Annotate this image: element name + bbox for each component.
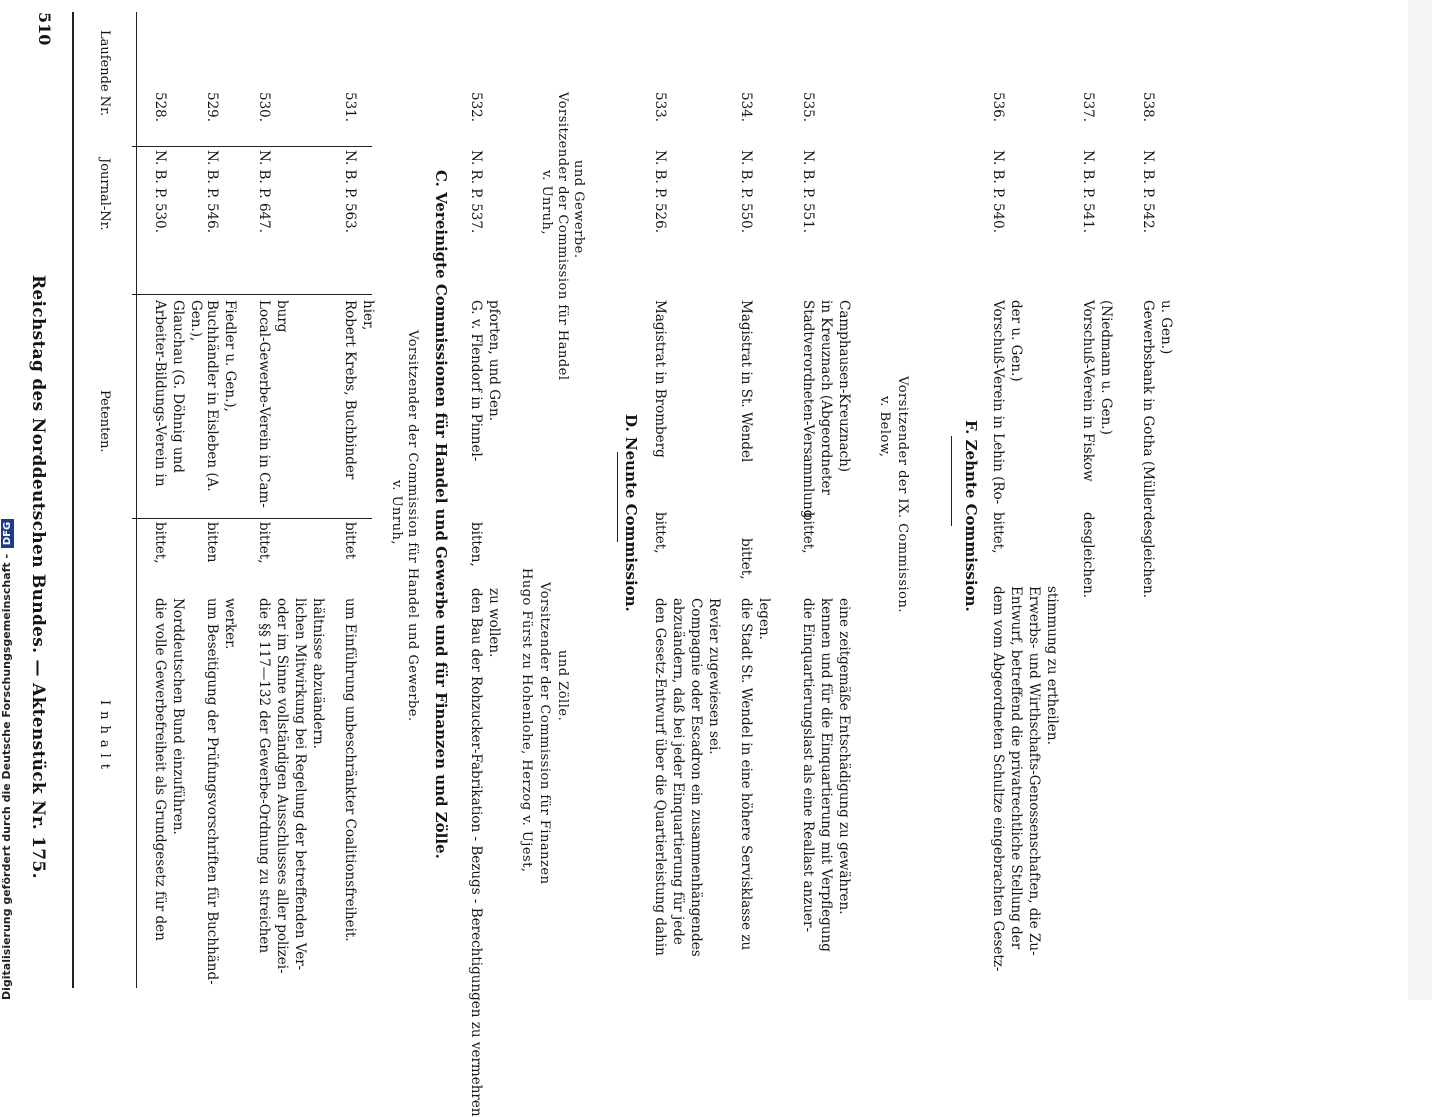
- row-number: 530.: [256, 92, 272, 123]
- content-line: abzuändern, daß bei jeder Einquartierung für jede: [670, 598, 686, 945]
- petent-line: der u. Gen.): [1008, 300, 1024, 382]
- content-line: den Gesetz-Entwurf über die Quartierleistung dahin: [652, 598, 668, 956]
- content-line: werker.: [222, 598, 238, 650]
- petition-verb: bitten: [204, 522, 220, 563]
- content-line: desgleichen.: [1140, 512, 1156, 599]
- content-line: desgleichen.: [1080, 512, 1096, 599]
- petition-verb: bitten,: [468, 522, 484, 567]
- content-line: Norddeutschen Bund einzuführen.: [170, 598, 186, 835]
- col-header-petenten: Petenten.: [97, 390, 112, 453]
- col-header-lfd: Laufende Nr.: [97, 30, 112, 117]
- content-line: den Bau der Rohzucker-Fabrikation - Bezugs - Berechtigungen zu vermehren: [468, 588, 484, 1117]
- section-heading: D. Neunte Commission.: [622, 414, 640, 612]
- petent-line: Camphausen-Kreuznach): [836, 300, 852, 473]
- footer-text: Digitalisierung gefördert durch die Deutsche Forschungsgemeinschaft -: [0, 553, 13, 1000]
- row-number: 536.: [990, 92, 1006, 123]
- row-number: 532.: [468, 92, 484, 123]
- petent-line: Gen.),: [188, 300, 204, 342]
- column-rule: [132, 146, 372, 147]
- petent-line: Vorschuß-Verein in Fiskow: [1080, 300, 1096, 482]
- page-title: Reichstag des Norddeutschen Bundes. — Aktenstück Nr. 175.: [28, 275, 48, 879]
- petent-line: in Kreuznach (Abgeordneter: [818, 300, 834, 495]
- col-header-inhalt: Inhalt: [97, 700, 112, 776]
- journal-number: N. B. P. 647.: [256, 150, 272, 234]
- petent-line: Buchhändler in Eisleben (A.: [204, 300, 220, 492]
- column-rule: [132, 518, 372, 519]
- row-number: 528.: [152, 92, 168, 123]
- content-line: die §§ 117—132 der Gewerbe-Ordnung zu streichen: [256, 598, 272, 954]
- content-line: zu wollen.: [486, 588, 502, 658]
- petent-line: Fiedler u. Gen.),: [222, 300, 238, 412]
- column-rule: [132, 294, 372, 295]
- section-heading: C. Vereinigte Commissionen für Handel und Gewerbe und für Finanzen und Zölle.: [432, 170, 450, 859]
- journal-number: N. B. P. 551.: [800, 150, 816, 234]
- petent-line: (Niedmann u. Gen.): [1098, 300, 1114, 435]
- content-line: stimmung zu ertheilen.: [1044, 586, 1060, 745]
- column-header-rule: [136, 12, 137, 988]
- content-line: oder im Sinne vollständigen Ausschlusses aller polizei-: [274, 598, 290, 974]
- signature-left: v. Unruh,: [539, 170, 554, 235]
- journal-number: N. B. P. 541.: [1080, 150, 1096, 234]
- journal-number: N. B. P. 530.: [152, 150, 168, 234]
- petent-line: pforten, und Gen.: [486, 300, 502, 421]
- journal-number: N. B. P. 542.: [1140, 150, 1156, 234]
- content-line: um Beseitigung der Prüfungsvorschriften für Buchhänd-: [204, 598, 220, 985]
- petent-line: Local-Gewerbe-Verein in Cam-: [256, 300, 272, 508]
- petition-verb: bittet,: [738, 538, 754, 580]
- row-number: 533.: [652, 92, 668, 123]
- petent-line: G. v. Flendorf in Pinnel-: [468, 300, 484, 462]
- petent-line: hier,: [360, 300, 376, 331]
- petent-line: burg: [274, 300, 290, 333]
- header-rule: [72, 12, 74, 988]
- petent-line: Magistrat in St. Wendel: [738, 300, 754, 463]
- journal-number: N. B. P. 550.: [738, 150, 754, 234]
- petent-line: Arbeiter-Bildungs-Verein in: [152, 300, 168, 487]
- petent-line: Glauchau (G. Döhnig und: [170, 300, 186, 473]
- row-number: 531.: [342, 92, 358, 123]
- signature-right: Vorsitzender der Commission für Finanzen: [537, 582, 552, 885]
- content-line: die Stadt St. Wendel in eine höhere Servisklasse zu: [738, 598, 754, 951]
- petition-verb: bittet,: [800, 512, 816, 554]
- row-number: 529.: [204, 92, 220, 123]
- content-line: Erwerbs- und Wirthschafts-Genossenschaften, die Zu-: [1026, 586, 1042, 956]
- petition-verb: bittet,: [152, 522, 168, 564]
- row-number: 537.: [1080, 92, 1096, 123]
- content-line: legen.: [756, 598, 772, 640]
- dfg-logo: DFG: [1, 519, 14, 548]
- row-number: 535.: [800, 92, 816, 123]
- petition-verb: bittet,: [990, 512, 1006, 554]
- petent-line: Stadtverordneten-Versammlung: [800, 300, 816, 519]
- section-heading: F. Zehnte Commission.: [962, 420, 980, 612]
- petent-line: Robert Krebs, Buchbinder: [342, 300, 358, 480]
- row-number: 538.: [1140, 92, 1156, 123]
- content-line: hältnisse abzuändern.: [310, 598, 326, 749]
- signature-left: Vorsitzender der Commission für Handel: [555, 92, 570, 381]
- petent-line: u. Gen.): [1158, 300, 1174, 355]
- content-line: kennen und für die Einquartierung mit Verpflegung: [818, 598, 834, 952]
- signature-role: Vorsitzender der Commission für Handel und Gewerbe.: [405, 330, 420, 722]
- signature-right: Hugo Fürst zu Hohenlohe, Herzog v. Ujest,: [519, 568, 534, 873]
- journal-number: N. B. P. 546.: [204, 150, 220, 234]
- separator-rule: [617, 452, 618, 542]
- petent-line: Vorschuß-Verein in Lehin (Ro-: [990, 300, 1006, 505]
- petition-verb: bittet: [342, 522, 358, 560]
- signature-right: und Zölle.: [555, 650, 570, 722]
- content-line: eine zeitgemäße Entschädigung zu gewähren.: [836, 598, 852, 915]
- footer: [0, 0, 22, 1000]
- petent-line: Magistrat in Bromberg: [652, 300, 668, 458]
- col-header-journal: Journal-Nr.: [97, 158, 112, 231]
- content-line: die volle Gewerbefreiheit als Grundgesetz für den: [152, 598, 168, 941]
- page-number: 510: [35, 12, 54, 46]
- content-line: Entwurf, betreffend die privatrechtliche Stellung der: [1008, 586, 1024, 950]
- signature-left: und Gewerbe.: [571, 160, 586, 259]
- petent-line: Gewerbsbank in Gotha (Müller: [1140, 300, 1156, 512]
- content-line: lichen Mitwirkung bei Regelung der betreffenden Ver-: [292, 598, 308, 971]
- content-line: Compagnie oder Escadron ein zusammenhängendes: [688, 598, 704, 957]
- journal-number: N. R. P. 537.: [468, 150, 484, 234]
- petition-verb: bittet,: [256, 522, 272, 564]
- content-line: die Einquartierungslast als eine Reallast anzuer-: [800, 598, 816, 933]
- journal-number: N. B. P. 526.: [652, 150, 668, 234]
- journal-number: N. B. P. 563.: [342, 150, 358, 234]
- journal-number: N. B. P. 540.: [990, 150, 1006, 234]
- signature-name: v. Below,: [877, 396, 892, 458]
- petition-verb: bittet,: [652, 512, 668, 554]
- content-line: Revier zugewiesen sei.: [706, 598, 722, 755]
- content-line: um Einführung unbeschränkter Coalitionsfreiheit.: [342, 598, 358, 942]
- content-line: dem vom Abgeordneten Schultze eingebrachten Gesetz-: [990, 586, 1006, 972]
- row-number: 534.: [738, 92, 754, 123]
- signature-name: v. Unruh,: [389, 480, 404, 545]
- separator-rule: [951, 436, 952, 526]
- signature-role: Vorsitzender der IX. Commission.: [895, 376, 910, 613]
